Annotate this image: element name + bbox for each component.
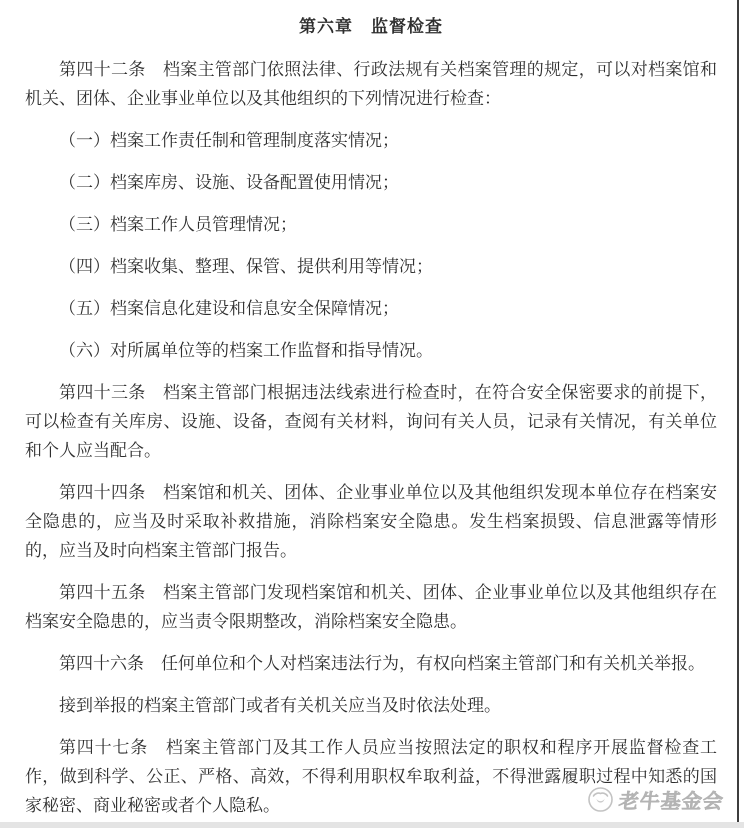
- article-45: 第四十五条 档案主管部门发现档案馆和机关、团体、企业事业单位以及其他组织存在档案安全隐患的，应当责令限期整改，消除档案安全隐患。: [25, 583, 717, 631]
- bottom-edge-strip: [0, 822, 744, 828]
- article-42-item-1: （一）档案工作责任制和管理制度落实情况；: [59, 131, 399, 150]
- watermark-text: 老牛基金会: [617, 791, 725, 813]
- article-43: 第四十三条 档案主管部门根据违法线索进行检查时，在符合安全保密要求的前提下，可以检查有关库房、设施、设备，查阅有关材料，询问有关人员，记录有关情况，有关单位和个人应当配合。: [25, 383, 717, 460]
- article-42-item-2: （二）档案库房、设施、设备配置使用情况；: [59, 173, 399, 192]
- right-edge-line: [737, 0, 739, 828]
- article-42-item-3: （三）档案工作人员管理情况；: [59, 215, 297, 234]
- article-47: 第四十七条 档案主管部门及其工作人员应当按照法定的职权和程序开展监督检查工作，做到科学、公正、严格、高效，不得利用职权牟取利益，不得泄露履职过程中知悉的国家秘密、商业秘密或者个人隐私。: [25, 738, 717, 815]
- article-42: 第四十二条 档案主管部门依照法律、行政法规有关档案管理的规定，可以对档案馆和机关、团体、企业事业单位以及其他组织的下列情况进行检查：: [25, 60, 717, 108]
- article-46: 第四十六条 任何单位和个人对档案违法行为，有权向档案主管部门和有关机关举报。: [59, 654, 705, 673]
- chapter-title: 第六章 监督检查: [299, 17, 443, 36]
- article-44: 第四十四条 档案馆和机关、团体、企业事业单位以及其他组织发现本单位存在档案安全隐患的，应当及时采取补救措施，消除档案安全隐患。发生档案损毁、信息泄露等情形的，应当及时向档案主管部门报告。: [25, 483, 717, 560]
- article-46-followup: 接到举报的档案主管部门或者有关机关应当及时依法处理。: [59, 696, 501, 715]
- article-42-item-5: （五）档案信息化建设和信息安全保障情况；: [59, 299, 399, 318]
- article-42-item-4: （四）档案收集、整理、保管、提供利用等情况；: [59, 257, 433, 276]
- article-42-item-6: （六）对所属单位等的档案工作监督和指导情况。: [59, 341, 433, 360]
